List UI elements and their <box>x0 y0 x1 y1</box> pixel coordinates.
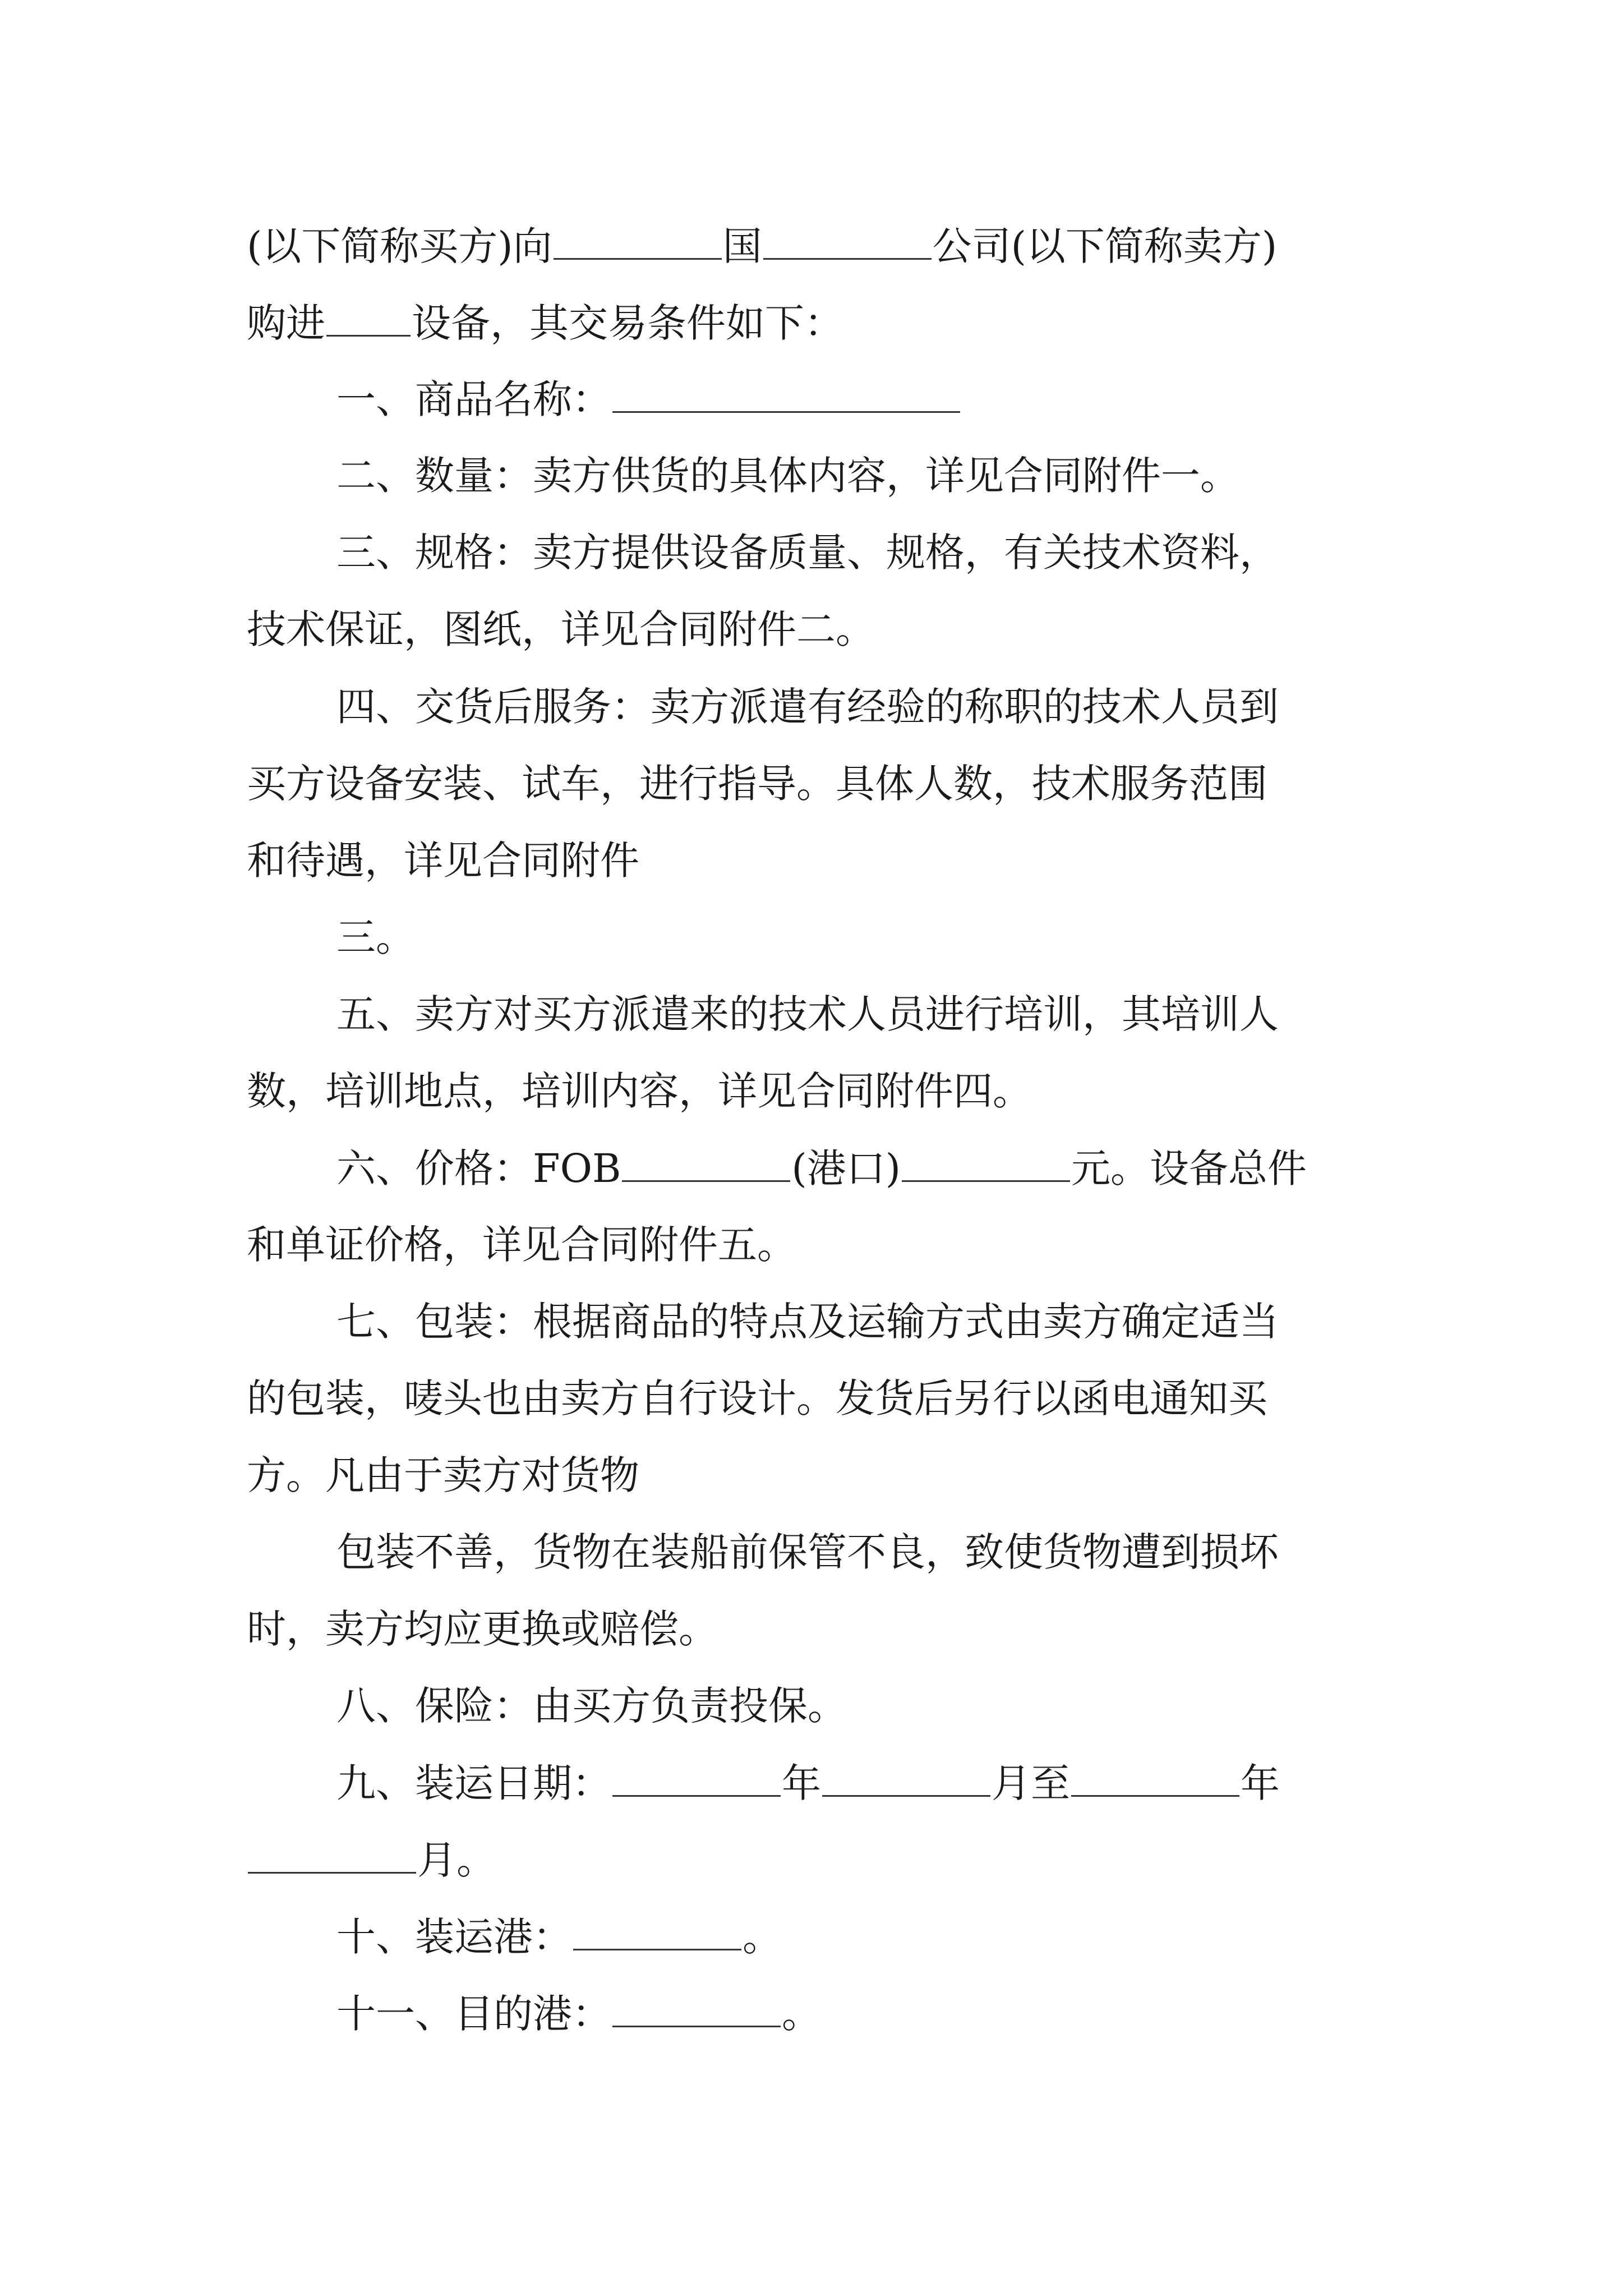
clause-9-line-1 <box>336 1756 1396 1810</box>
clause-text: 和待遇，详见合同附件 <box>247 838 639 884</box>
intro-text: 设备，其交易条件如下： <box>412 300 843 346</box>
clause-text: 三。 <box>336 914 415 960</box>
blank-field[interactable] <box>326 296 411 337</box>
destination-port-blank[interactable] <box>612 1986 781 2027</box>
clause-10 <box>336 1910 1396 1963</box>
clause-text: 包装不善，货物在装船前保管不良，致使货物遭到损坏 <box>336 1529 1279 1575</box>
clause-text: 时，卖方均应更换或赔偿。 <box>247 1606 718 1652</box>
intro-text: (以下简称买方)向 <box>247 223 552 269</box>
clause-text: 月至 <box>992 1760 1070 1806</box>
clause-3-line-1 <box>336 526 1396 579</box>
clause-2 <box>336 449 1396 503</box>
clause-text: 年 <box>1241 1760 1280 1806</box>
intro-text: 购进 <box>247 300 325 346</box>
price-blank[interactable] <box>902 1141 1070 1182</box>
clause-text: 月。 <box>417 1837 496 1883</box>
blank-field[interactable] <box>554 219 722 260</box>
clause-4-line-3 <box>247 834 1396 887</box>
loading-port-blank[interactable] <box>573 1910 741 1950</box>
clause-text: 买方设备安装、试车，进行指导。具体人数，技术服务范围 <box>247 761 1267 807</box>
clause-text: 八、保险：由买方负责投保。 <box>336 1683 847 1729</box>
year-blank[interactable] <box>612 1756 781 1797</box>
clause-7-line-2 <box>247 1372 1396 1425</box>
fob-blank[interactable] <box>622 1141 790 1182</box>
clause-text: 年 <box>782 1760 821 1806</box>
clause-7-line-5 <box>247 1602 1396 1656</box>
clause-7-line-1 <box>336 1295 1396 1349</box>
clause-text: 技术保证，图纸，详见合同附件二。 <box>247 606 875 652</box>
clause-text: 十一、目的港： <box>336 1991 611 2037</box>
month-blank[interactable] <box>822 1756 990 1797</box>
clause-text: 数，培训地点，培训内容，详见合同附件四。 <box>247 1068 1032 1114</box>
clause-text: 二、数量：卖方供货的具体内容，详见合同附件一。 <box>336 453 1239 499</box>
intro-text: 公司(以下简称卖方) <box>932 223 1278 269</box>
clause-4-line-4 <box>336 910 1396 964</box>
clause-11 <box>336 1986 1396 2040</box>
clause-1 <box>336 372 1396 426</box>
clause-text: 方。凡由于卖方对货物 <box>247 1452 639 1498</box>
clause-4-line-1 <box>336 680 1396 734</box>
clause-7-line-4 <box>336 1525 1396 1579</box>
clause-text: 三、规格：卖方提供设备质量、规格，有关技术资料， <box>336 530 1279 576</box>
clause-text: 九、装运日期： <box>336 1760 611 1806</box>
clause-text: 。 <box>743 1914 782 1960</box>
blank-field[interactable] <box>763 219 932 260</box>
clause-text: 四、交货后服务：卖方派遣有经验的称职的技术人员到 <box>336 684 1279 730</box>
year-blank[interactable] <box>1071 1756 1239 1797</box>
clause-text: 的包装，唛头也由卖方自行设计。发货后另行以函电通知买 <box>247 1375 1267 1421</box>
clause-5-line-2 <box>247 1064 1396 1118</box>
clause-6-line-2 <box>247 1218 1396 1272</box>
clause-6-line-1 <box>336 1141 1396 1195</box>
intro-line-2 <box>247 296 1396 349</box>
clause-7-line-3 <box>247 1448 1396 1502</box>
clause-text: 和单证价格，详见合同附件五。 <box>247 1222 796 1268</box>
intro-text: 国 <box>722 223 762 269</box>
clause-9-line-2 <box>247 1833 1396 1887</box>
clause-text: 一、商品名称： <box>336 376 611 422</box>
clause-8 <box>336 1679 1396 1733</box>
clause-text: 元。设备总件 <box>1071 1145 1307 1191</box>
clause-4-line-2 <box>247 757 1396 811</box>
clause-text: 五、卖方对买方派遣来的技术人员进行培训，其培训人 <box>336 991 1279 1037</box>
clause-text: 七、包装：根据商品的特点及运输方式由卖方确定适当 <box>336 1299 1279 1345</box>
clause-3-line-2 <box>247 602 1396 656</box>
clause-text: (港口) <box>791 1145 901 1191</box>
clause-text: 六、价格：FOB <box>336 1145 621 1191</box>
intro-line-1 <box>247 219 1396 273</box>
clause-5-line-1 <box>336 987 1396 1041</box>
month-blank[interactable] <box>248 1833 416 1874</box>
clause-text: 十、装运港： <box>336 1914 572 1960</box>
clause-text: 。 <box>782 1991 821 2037</box>
product-name-blank[interactable] <box>612 372 960 413</box>
